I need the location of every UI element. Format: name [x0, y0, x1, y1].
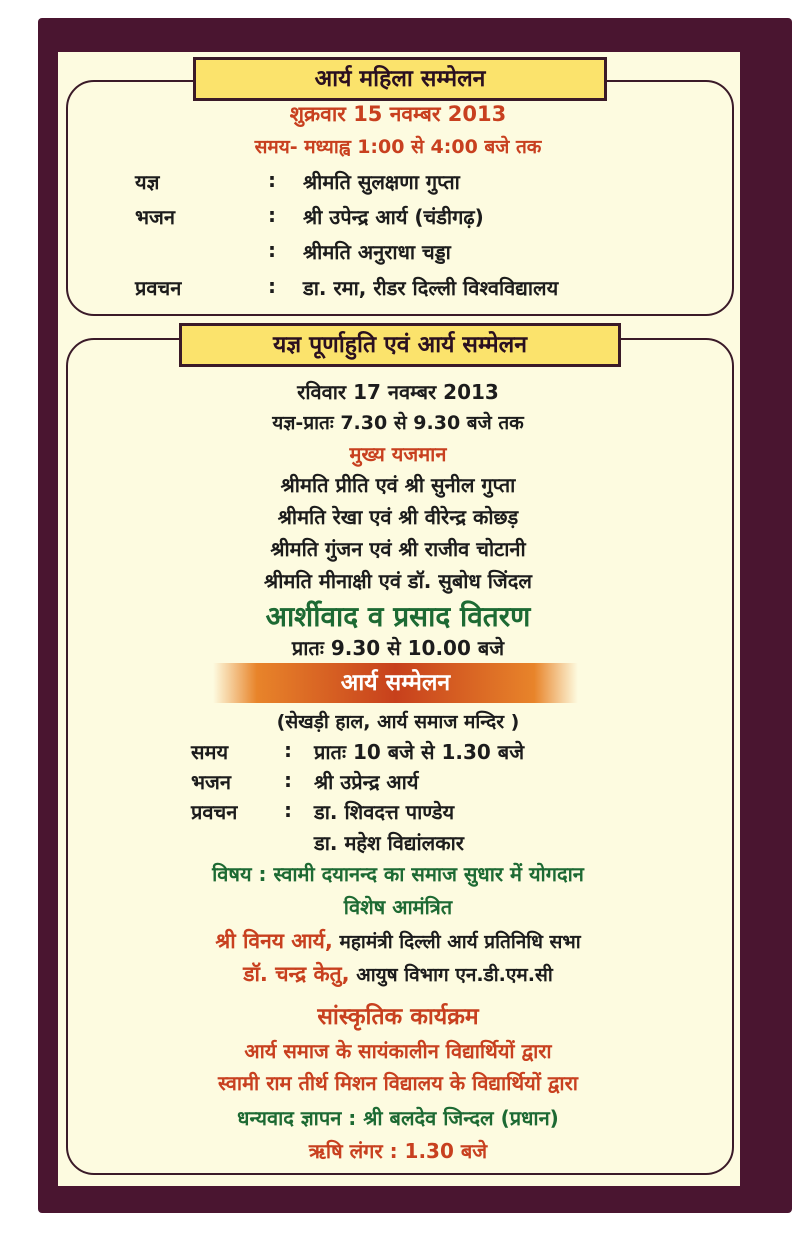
row-value: श्री उपेन्द्र आर्य (चंडीगढ़)	[303, 205, 484, 229]
guest-name: डॉ. चन्द्र केतु,	[243, 962, 350, 986]
row-value: श्रीमति अनुराधा चड्डा	[303, 240, 451, 264]
row-value: डा. शिवदत्त पाण्डेय	[314, 800, 455, 824]
section-1-row	[0, 274, 800, 304]
section-2-title: यज्ञ पूर्णाहुति एवं आर्य सम्मेलन	[179, 323, 621, 367]
chief-host-line: श्रीमति गुंजन एवं श्री राजीव चोटानी	[270, 537, 526, 561]
venue-line: (सेखड़ी हाल, आर्य समाज मन्दिर )	[276, 711, 520, 733]
guest-line-2	[66, 960, 730, 988]
section-1-row	[0, 203, 800, 233]
blessing-time: प्रातः 9.30 से 10.00 बजे	[291, 636, 505, 660]
cultural-heading: सांस्कृतिक कार्यक्रम	[317, 1004, 479, 1030]
guest-role: महामंत्री दिल्ली आर्य प्रतिनिधि सभा	[339, 931, 581, 953]
guest-line-1	[66, 927, 730, 955]
chief-hosts-heading: मुख्य यजमान	[349, 442, 447, 466]
blessing-heading: आर्शीवाद व प्रसाद वितरण	[265, 600, 531, 633]
topic-line: विषय : स्वामी दयानन्द का समाज सुधार में योगदान	[212, 862, 584, 886]
row-value: डा. महेश विद्यांलकार	[314, 831, 464, 855]
chief-host-line: श्रीमति रेखा एवं श्री वीरेन्द्र कोछड़	[277, 505, 519, 529]
arya-sammelan-banner: आर्य सम्मेलन	[213, 663, 578, 703]
sammelan-row	[0, 798, 800, 828]
langar-line: ऋषि लंगर : 1.30 बजे	[308, 1139, 488, 1163]
sammelan-row	[0, 829, 800, 859]
row-separator: :	[268, 274, 276, 298]
chief-host-line: श्रीमति प्रीति एवं श्री सुनील गुप्ता	[280, 473, 516, 497]
section-2-date: रविवार 17 नवम्बर 2013	[297, 380, 499, 404]
chief-host-line: श्रीमति मीनाक्षी एवं डॉ. सुबोध जिंदल	[264, 569, 532, 593]
row-value: प्रातः 10 बजे से 1.30 बजे	[314, 740, 525, 764]
row-separator: :	[268, 238, 276, 262]
row-value: श्रीमति सुलक्षणा गुप्ता	[303, 170, 460, 194]
sammelan-row	[0, 768, 800, 798]
thanks-line: धन्यवाद ज्ञापन : श्री बलदेव जिन्दल (प्रधान)	[237, 1106, 559, 1130]
section-1-title: आर्य महिला सम्मेलन	[193, 57, 607, 101]
section-1-date: शुक्रवार 15 नवम्बर 2013	[289, 102, 507, 126]
row-value: श्री उप्रेन्द्र आर्य	[314, 770, 419, 794]
section-1-row	[0, 238, 800, 268]
guest-role: आयुष विभाग एन.डी.एम.सी	[356, 964, 553, 986]
section-1-time: समय- मध्याह्व 1:00 से 4:00 बजे तक	[254, 136, 542, 158]
row-label: प्रवचन	[191, 800, 238, 824]
invited-heading: विशेष आमंत्रित	[343, 895, 453, 919]
cultural-line: स्वामी राम तीर्थ मिशन विद्यालय के विद्यार्थियों द्वारा	[218, 1071, 578, 1095]
row-label: भजन	[191, 770, 231, 794]
section-2-time: यज्ञ-प्रातः 7.30 से 9.30 बजे तक	[272, 412, 524, 434]
row-label: समय	[191, 740, 229, 764]
cultural-line: आर्य समाज के सायंकालीन विद्यार्थियों द्वारा	[244, 1039, 552, 1063]
row-label: यज्ञ	[135, 170, 160, 194]
row-separator: :	[268, 203, 276, 227]
row-separator: :	[284, 798, 292, 822]
row-label: प्रवचन	[135, 276, 182, 300]
row-separator: :	[268, 168, 276, 192]
row-separator: :	[284, 738, 292, 762]
section-1-row	[0, 168, 800, 198]
sammelan-row	[0, 738, 800, 768]
guest-name: श्री विनय आर्य,	[215, 929, 333, 953]
row-separator: :	[284, 768, 292, 792]
row-label: भजन	[135, 205, 175, 229]
row-value: डा. रमा, रीडर दिल्ली विश्वविद्यालय	[303, 276, 559, 300]
